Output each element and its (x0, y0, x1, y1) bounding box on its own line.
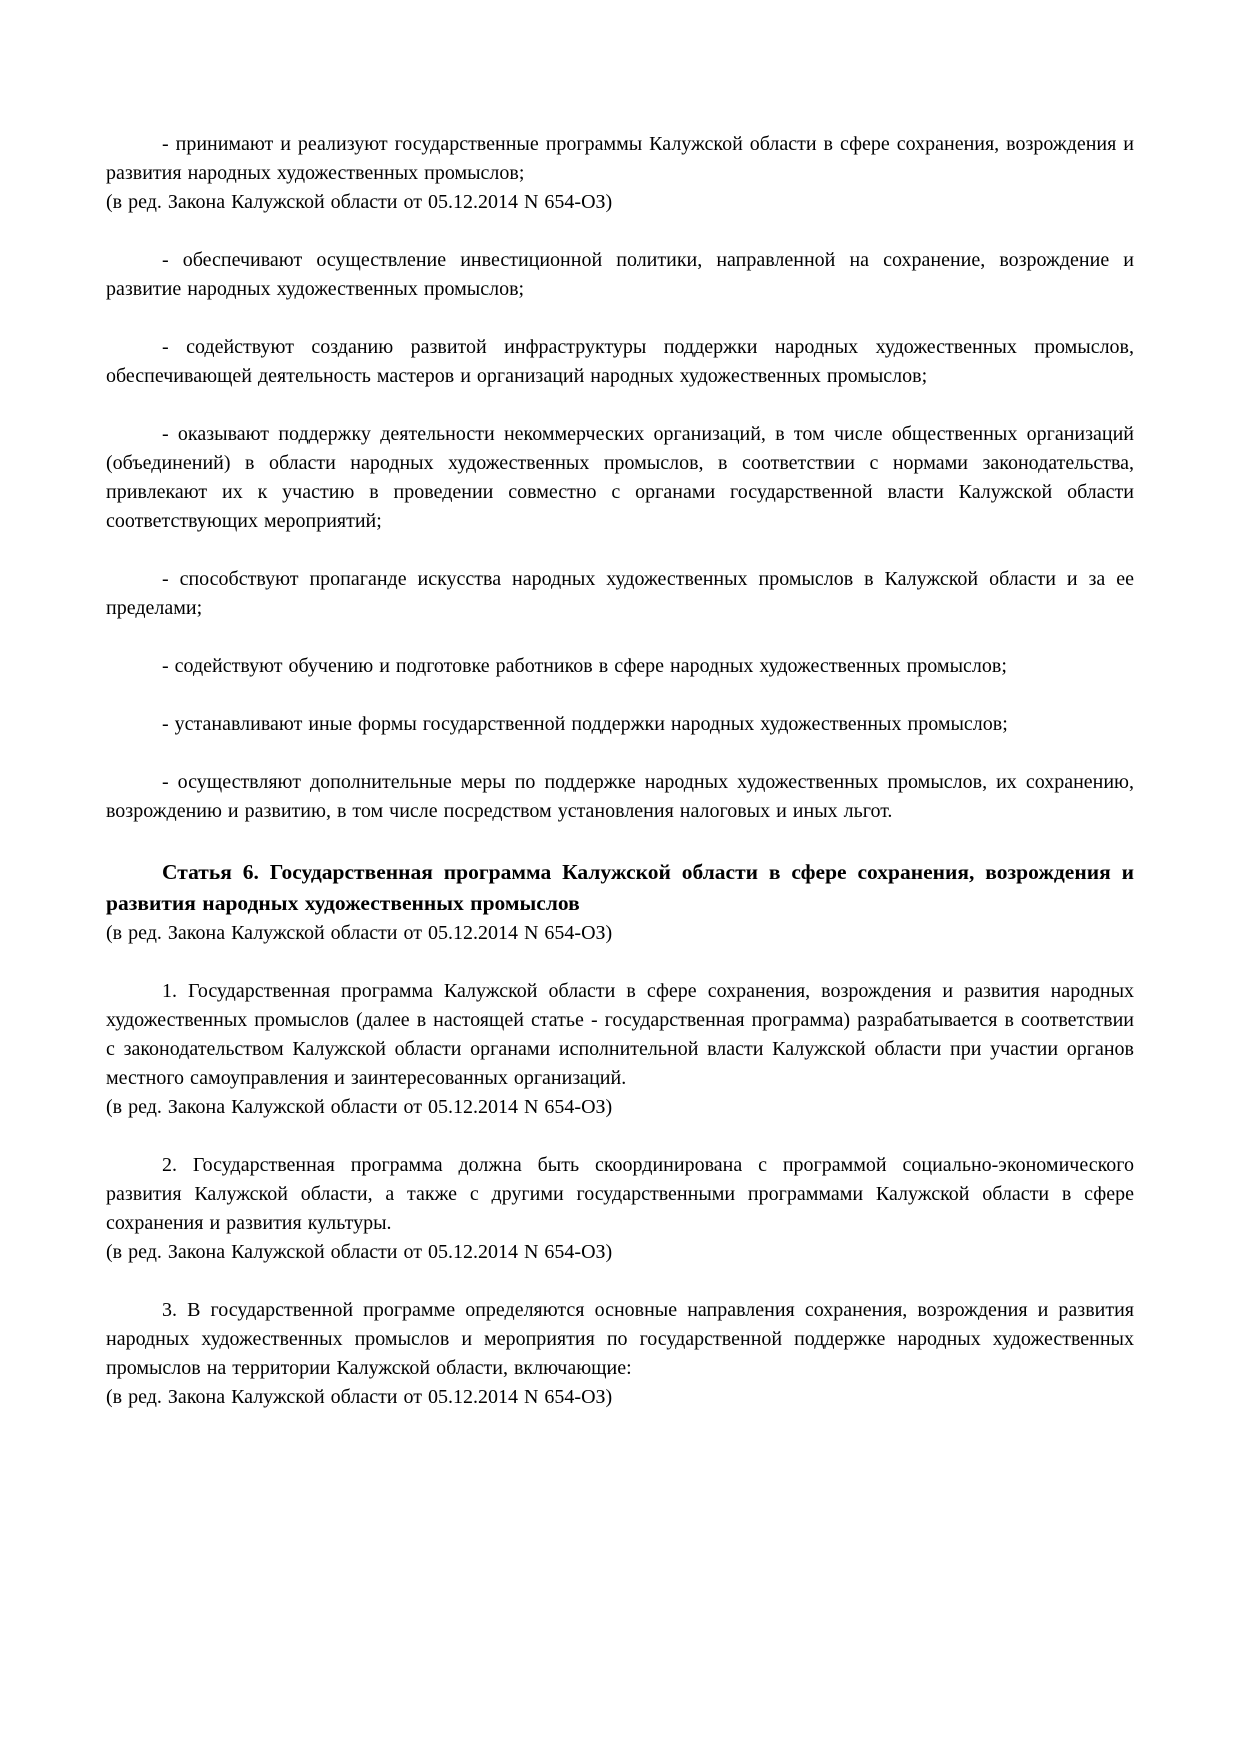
amendment-note: (в ред. Закона Калужской области от 05.12.2014 N 654-ОЗ) (106, 1096, 613, 1118)
amendment-note: (в ред. Закона Калужской области от 05.12.2014 N 654-ОЗ) (106, 191, 613, 213)
document-content (106, 130, 1134, 1412)
amendment-note: (в ред. Закона Калужской области от 05.12.2014 N 654-ОЗ) (106, 1386, 613, 1408)
section-heading: Статья 6. Государственная программа Калужской области в сфере сохранения, возрождения и развития народных художественных промыслов (106, 860, 1134, 915)
paragraph: - содействуют обучению и подготовке работников в сфере народных художественных промыслов; (162, 655, 1007, 677)
amendment-note: (в ред. Закона Калужской области от 05.12.2014 N 654-ОЗ) (106, 1241, 613, 1263)
paragraph: 3. В государственной программе определяются основные направления сохранения, возрождения и развития народных художественных промыслов и мероприятия по государственной поддержке народных художественных промыслов на территории Калужской области, включающие: (106, 1299, 1134, 1379)
paragraph: - принимают и реализуют государственные программы Калужской области в сфере сохранения, возрождения и развития народных художественных промыслов; (106, 133, 1134, 184)
paragraph: - обеспечивают осуществление инвестиционной политики, направленной на сохранение, возрождение и развитие народных художественных промыслов; (106, 249, 1134, 300)
paragraph: 2. Государственная программа должна быть скоординирована с программой социально-экономического развития Калужской области, а также с другими государственными программами Калужской области в сфере сохранения и развития культуры. (106, 1154, 1134, 1234)
paragraph: - способствуют пропаганде искусства народных художественных промыслов в Калужской области и за ее пределами; (106, 568, 1134, 619)
paragraph: 1. Государственная программа Калужской области в сфере сохранения, возрождения и развития народных художественных промыслов (далее в настоящей статье - государственная программа) разрабатывается в соответствии с законодательством Калужской области органами исполнительной власти Калужской области при участии органов местного самоуправления и заинтересованных организаций. (106, 980, 1134, 1089)
paragraph: - содействуют созданию развитой инфраструктуры поддержки народных художественных промыслов, обеспечивающей деятельность мастеров и организаций народных художественных промыслов; (106, 336, 1134, 387)
paragraph: - оказывают поддержку деятельности некоммерческих организаций, в том числе общественных организаций (объединений) в области народных художественных промыслов, в соответствии с нормами законодательства, привлекают их к участию в проведении совместно с органами государственной власти Калужской области соответствующих мероприятий; (106, 423, 1134, 532)
paragraph: - осуществляют дополнительные меры по поддержке народных художественных промыслов, их сохранению, возрождению и развитию, в том числе посредством установления налоговых и иных льгот. (106, 771, 1134, 822)
amendment-note: (в ред. Закона Калужской области от 05.12.2014 N 654-ОЗ) (106, 922, 613, 944)
paragraph: - устанавливают иные формы государственной поддержки народных художественных промыслов; (162, 713, 1008, 735)
